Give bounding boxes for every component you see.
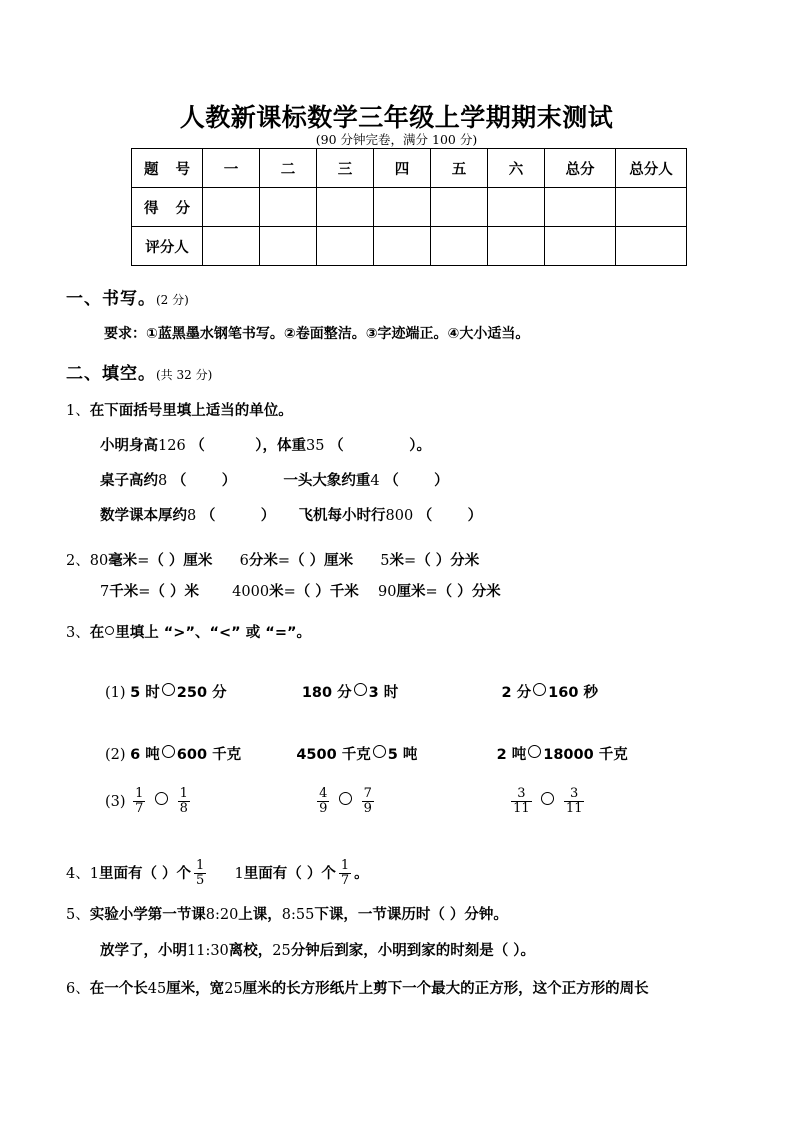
- q1-l3-blank-a[interactable]: （: [200, 508, 261, 524]
- section-one-points: (2 分): [156, 293, 189, 307]
- q1-l1-value-a: 126: [158, 438, 186, 454]
- compare-circle-icon[interactable]: [533, 683, 546, 696]
- q2-l2-c-blank[interactable]: （ ）: [437, 584, 472, 600]
- q2-l2-c-eq: =: [425, 584, 438, 600]
- score-table-col-4: 四: [374, 149, 431, 188]
- fraction-1-7-b: [339, 859, 351, 887]
- q1-l2-label-b: ）: [221, 473, 237, 489]
- numerator: 3: [570, 786, 579, 801]
- q4-p2-text: 里面有: [243, 866, 288, 883]
- q1-l2-blank-b[interactable]: （: [384, 473, 435, 489]
- q3-sub1-label: (1): [105, 685, 126, 701]
- q1-l3-value-c: 800: [385, 508, 414, 524]
- q2-l2-b-eq: =: [283, 584, 296, 600]
- q5-l1-time-1: 8:20: [205, 907, 239, 923]
- grader-row-label: 评分人: [145, 239, 189, 256]
- q5-l1-a: 实验小学第一节课: [89, 907, 206, 923]
- q3-s1-b-right: 3 时: [368, 685, 399, 701]
- q2-l2-a-num: 7: [100, 584, 110, 600]
- q3-s1-a-left: 5 时: [130, 685, 160, 701]
- q2-l2-b-unit: 米: [269, 584, 284, 600]
- score-cell[interactable]: [488, 188, 545, 227]
- score-cell[interactable]: [260, 188, 317, 227]
- compare-circle-icon[interactable]: [162, 745, 175, 758]
- compare-circle-icon[interactable]: [339, 792, 352, 805]
- fraction-1-7: [133, 787, 145, 815]
- score-table: [131, 148, 687, 266]
- q4-number: 4、: [66, 866, 90, 883]
- score-cell[interactable]: [317, 188, 374, 227]
- q3-s1-c-left: 2 分: [501, 685, 532, 701]
- q1-l2-label-d: ）: [434, 473, 449, 489]
- q1-line-2: [100, 474, 449, 489]
- q5-number: 5、: [66, 907, 90, 923]
- q3-s2-b-right: 5 吨: [387, 747, 418, 763]
- section-one-heading: [66, 291, 189, 308]
- score-table-col-total-person: 总分人: [616, 149, 687, 188]
- q3-sub3-label: (3): [105, 794, 126, 811]
- fraction-4-9: [317, 787, 329, 815]
- q3-sub3: [105, 788, 587, 816]
- q2-l1-a-unit: 毫米: [108, 553, 138, 569]
- numerator: 4: [319, 786, 328, 801]
- q3-s2-a-right: 600 千克: [176, 747, 242, 763]
- q4-period: 。: [354, 866, 369, 883]
- q2-l2-a-eq: =: [138, 584, 151, 600]
- q5-l1-time-2: 8:55: [281, 907, 315, 923]
- q1-l1-blank-b[interactable]: （: [329, 438, 410, 454]
- q2-l2-a-blank[interactable]: （ ）: [150, 584, 185, 600]
- q1-l2-value-a: 8: [158, 473, 168, 489]
- fraction-1-5: [194, 859, 206, 887]
- q1-l2-blank-a[interactable]: （: [171, 473, 222, 489]
- fraction-3-11: [511, 787, 532, 815]
- score-table-col-5: 五: [431, 149, 488, 188]
- q3-s2-c-left: 2 吨: [496, 747, 527, 763]
- q1-line-1: [100, 439, 431, 454]
- q5-l2-num: 25: [272, 943, 291, 959]
- q1-l3-label-c: 飞机每小时行: [298, 508, 386, 524]
- section-two-title: 二、填空。: [66, 364, 156, 384]
- q6-num-1: 45: [147, 981, 167, 997]
- score-table-col-6: 六: [488, 149, 545, 188]
- q4-p2-ge: 个: [321, 866, 336, 883]
- fraction-7-9: [362, 787, 374, 815]
- denominator: 7: [340, 872, 350, 888]
- numerator: 7: [363, 786, 372, 801]
- q3-prompt-a: 在: [89, 625, 105, 641]
- page-subtitle: (90 分钟完卷，满分 100 分): [315, 132, 478, 147]
- q1-prompt: [66, 404, 293, 419]
- q2-l1-b-eq: =: [277, 553, 291, 569]
- compare-circle-icon[interactable]: [373, 745, 386, 758]
- denominator: 9: [319, 800, 328, 816]
- q2-l1-a-runit: 厘米: [183, 553, 213, 569]
- score-table-col-2: 二: [260, 149, 317, 188]
- q2-l2-a-runit: 米: [184, 584, 199, 600]
- q1-number: 1、: [66, 403, 90, 419]
- compare-circle-icon[interactable]: [541, 792, 554, 805]
- q2-l1-c-runit: 分米: [450, 553, 480, 569]
- q6: [66, 982, 649, 997]
- section-one-title: 一、书写。: [66, 289, 156, 309]
- q2-l2-c-num: 90: [378, 584, 397, 600]
- q1-l1-label-a: 小明身高: [100, 438, 158, 454]
- numerator: 1: [179, 786, 188, 801]
- q4-p1-blank[interactable]: （ ）: [142, 866, 177, 883]
- q2-l2-c-runit: 分米: [471, 584, 501, 600]
- q5-l1-c[interactable]: 下课，一节课历时（ ）分钟。: [314, 907, 508, 923]
- score-cell[interactable]: [203, 188, 260, 227]
- denominator: 9: [363, 800, 372, 816]
- fraction-1-8: [178, 787, 190, 815]
- q3-number: 3、: [66, 625, 90, 641]
- q4-p1-text: 里面有: [98, 866, 143, 883]
- q2-l2-b-runit: 千米: [329, 584, 359, 600]
- grader-cell[interactable]: [203, 227, 260, 266]
- q2-l1-a-blank[interactable]: （ ）: [149, 553, 184, 569]
- table-row-grader: [132, 227, 687, 266]
- q3-s1-b-left: 180 分: [301, 685, 352, 701]
- denominator: 7: [135, 800, 144, 816]
- q4-p1-pre: 1: [89, 866, 99, 883]
- q1-l2-value-c: 4: [370, 473, 380, 489]
- grader-cell[interactable]: [431, 227, 488, 266]
- page-title: 人教新课标数学三年级上学期期末测试: [179, 103, 614, 132]
- q5-l2-c[interactable]: 分钟后到家，小明到家的时刻是（ ）。: [290, 943, 536, 959]
- compare-circle-icon[interactable]: [528, 745, 541, 758]
- numerator: 1: [340, 858, 350, 873]
- q1-l1-label-b: ），体重: [255, 438, 307, 454]
- q3-s2-b-left: 4500 千克: [296, 747, 371, 763]
- q6-num-2: 25: [224, 981, 243, 997]
- q5-l1-b: 上课，: [238, 907, 282, 923]
- q5-l2-b: 离校，: [228, 943, 273, 959]
- grader-cell[interactable]: [616, 227, 687, 266]
- compare-circle-icon[interactable]: [162, 683, 175, 696]
- score-table-col-total: 总分: [545, 149, 616, 188]
- q6-text-a: 在一个长: [89, 981, 148, 997]
- q4-p1-ge: 个: [176, 866, 192, 883]
- q3-prompt: [66, 626, 311, 641]
- q1-prompt-text: 在下面括号里填上适当的单位。: [89, 403, 293, 419]
- q2-l1-c-eq: =: [404, 553, 417, 569]
- q5-l2-a: 放学了，小明: [100, 943, 187, 959]
- q1-l3-label-a: 数学课本厚约: [100, 508, 187, 524]
- q3-prompt-b: 里填上 “>”、“<” 或 “=”。: [115, 625, 312, 641]
- score-cell[interactable]: [545, 188, 616, 227]
- score-cell[interactable]: [374, 188, 431, 227]
- denominator: 11: [565, 800, 583, 816]
- denominator: 8: [179, 800, 188, 816]
- q1-line-3: [100, 509, 482, 524]
- q2-line-1: [66, 554, 479, 569]
- numerator: 3: [517, 786, 526, 801]
- q3-sub1: [105, 683, 598, 701]
- q6-number: 6、: [66, 981, 90, 997]
- score-table-col-1: 一: [203, 149, 260, 188]
- q2-l1-c-num: 5: [380, 553, 390, 569]
- q1-l1-blank-a[interactable]: （: [190, 438, 256, 454]
- q1-l3-label-b: ）: [260, 508, 276, 524]
- grader-cell[interactable]: [545, 227, 616, 266]
- score-table-col-3: 三: [317, 149, 374, 188]
- grader-cell[interactable]: [374, 227, 431, 266]
- grader-cell[interactable]: [260, 227, 317, 266]
- q2-l2-a-unit: 千米: [109, 584, 139, 600]
- q4-p2-pre: 1: [234, 866, 244, 883]
- q5-line-1: [66, 908, 508, 923]
- q1-l2-label-c: 一头大象约重: [283, 473, 371, 489]
- q3-s2-c-right: 18000 千克: [543, 747, 628, 763]
- q1-l1-value-b: 35: [306, 438, 325, 454]
- grader-cell[interactable]: [317, 227, 374, 266]
- q2-number: 2、: [66, 553, 90, 569]
- numerator: 1: [196, 858, 205, 873]
- q2-l1-b-blank[interactable]: （ ）: [290, 553, 325, 569]
- q4-p2-blank[interactable]: （ ）: [287, 866, 322, 883]
- section-one-requirement: 要求：①蓝黑墨水钢笔书写。②卷面整洁。③字迹端正。④大小适当。: [104, 326, 530, 342]
- q1-l3-blank-b[interactable]: （: [417, 508, 468, 524]
- q2-l1-a-eq: =: [137, 553, 150, 569]
- q2-l1-c-unit: 米: [389, 553, 405, 569]
- denominator: 11: [513, 800, 530, 816]
- table-row-header: [132, 149, 687, 188]
- q2-line-2: [100, 585, 501, 600]
- table-row-score: [132, 188, 687, 227]
- q4: [66, 860, 369, 888]
- compare-circle-icon[interactable]: [354, 683, 367, 696]
- score-cell[interactable]: [431, 188, 488, 227]
- grader-cell[interactable]: [488, 227, 545, 266]
- q5-line-2: [100, 944, 535, 959]
- q3-sub2-label: (2): [105, 747, 126, 763]
- q5-l2-time-1: 11:30: [187, 943, 229, 959]
- q1-l3-label-d: ）: [467, 508, 483, 524]
- q3-sub2: [105, 745, 628, 763]
- q3-s2-a-left: 6 吨: [130, 747, 160, 763]
- q2-l2-b-num: 4000: [232, 584, 270, 600]
- score-cell[interactable]: [616, 188, 687, 227]
- q2-l1-c-blank[interactable]: （ ）: [416, 553, 451, 569]
- q2-l2-c-unit: 厘米: [396, 584, 426, 600]
- score-row-label: 得 分: [143, 200, 197, 217]
- section-two-points: (共 32 分): [156, 368, 213, 382]
- section-two-heading: [66, 366, 212, 383]
- q6-text-c: 厘米的长方形纸片上剪下一个最大的正方形，这个正方形的周长: [242, 981, 649, 997]
- q2-l1-a-num: 80: [89, 553, 109, 569]
- q1-l1-label-c: ）。: [409, 438, 431, 454]
- q1-l3-value-a: 8: [187, 508, 197, 524]
- numerator: 1: [135, 786, 144, 801]
- q3-s1-a-right: 250 分: [176, 685, 227, 701]
- compare-circle-icon[interactable]: [155, 792, 168, 805]
- q2-l1-b-unit: 分米: [248, 553, 278, 569]
- q2-l2-b-blank[interactable]: （ ）: [295, 584, 330, 600]
- q1-l2-label-a: 桌子高约: [100, 473, 158, 489]
- q2-l1-b-runit: 厘米: [324, 553, 354, 569]
- q6-text-b: 厘米，宽: [166, 981, 225, 997]
- q2-l1-b-num: 6: [239, 553, 249, 569]
- score-table-header-label: 题 号: [143, 161, 197, 178]
- q3-s1-c-right: 160 秒: [548, 685, 598, 701]
- circle-icon: [105, 626, 114, 635]
- denominator: 5: [196, 872, 205, 888]
- fraction-3-11-b: [564, 787, 585, 815]
